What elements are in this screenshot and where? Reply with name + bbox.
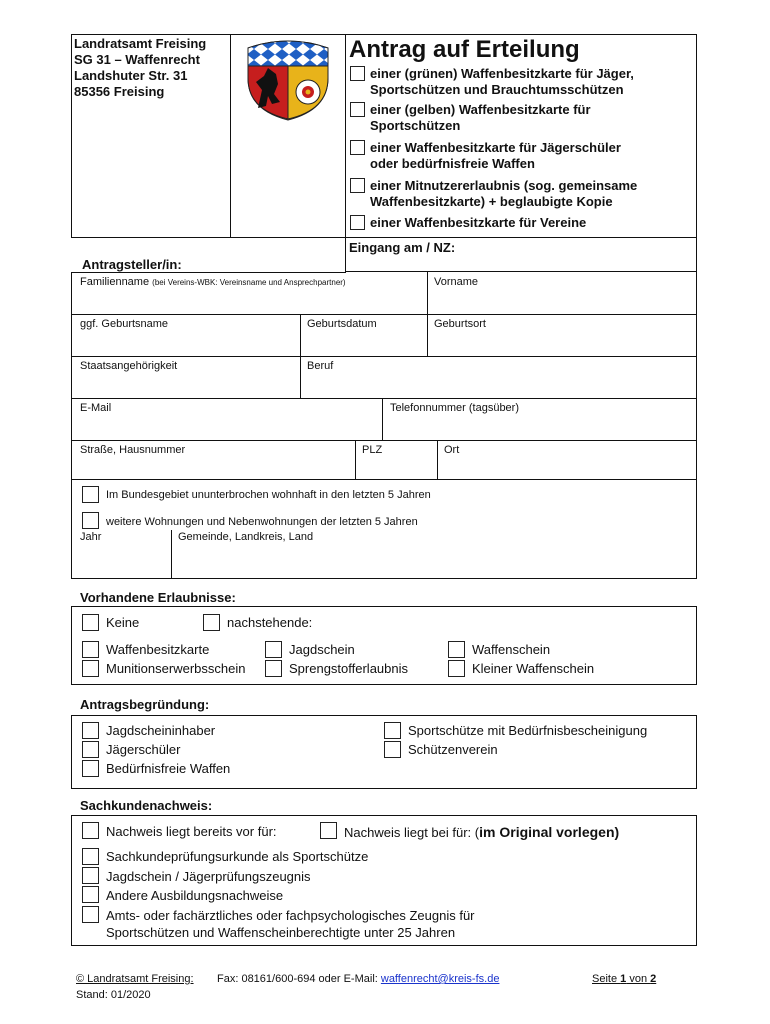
residence-further-label: weitere Wohnungen und Nebenwohnungen der letzten 5 Jahren (106, 516, 418, 528)
permit-keine-checkbox[interactable] (82, 614, 99, 631)
expertise-sachkundeurkunde-label: Sachkundeprüfungsurkunde als Sportschütze (106, 849, 369, 864)
reason-jaegerschueler-checkbox[interactable] (82, 741, 99, 758)
reason-beduerfnisfrei-label: Bedürfnisfreie Waffen (106, 761, 231, 776)
expertise-beigefuegt-label: Nachweis liegt bei für: (im Original vorlegen) (344, 824, 620, 840)
expertise-heading: Sachkundenachweis: (80, 798, 213, 813)
reason-sportschuetze-checkbox[interactable] (384, 722, 401, 739)
footer-copyright: © Landratsamt Freising: (76, 973, 194, 985)
vorname-field[interactable] (430, 292, 694, 312)
expertise-zeugnis-label: Amts- oder fachärztliches oder fachpsychologisches Zeugnis für Sportschützen und Waffenscheinberechtigte unter 25 Jahren (106, 908, 475, 940)
residence-column-line (171, 530, 172, 579)
eingang-box-right (696, 238, 697, 272)
footer-page-number: Seite 1 von 2 (592, 973, 657, 985)
permit-kleiner-waffenschein-checkbox[interactable] (448, 660, 465, 677)
permit-nachstehende-checkbox[interactable] (203, 614, 220, 631)
geburtsdatum-field[interactable] (303, 334, 425, 354)
permit-munitionserwerbsschein-label: Munitionserwerbsschein (106, 661, 246, 676)
type-label-vereine: einer Waffenbesitzkarte für Vereine (370, 215, 587, 230)
form-title: Antrag auf Erteilung (349, 36, 580, 63)
type-checkbox-mitnutzer[interactable] (350, 178, 365, 193)
col-line-plz (355, 440, 356, 480)
applicant-top-border (71, 272, 346, 273)
reason-schuetzenverein-label: Schützenverein (408, 742, 498, 757)
reason-heading: Antragsbegründung: (80, 697, 210, 712)
expertise-jagdschein-label: Jagdschein / Jägerprüfungszeugnis (106, 869, 311, 884)
familienname-note: (bei Vereins-WBK: Vereinsname und Ansprechpartner) (152, 278, 346, 287)
familienname-field[interactable] (74, 292, 424, 312)
reason-beduerfnisfrei-checkbox[interactable] (82, 760, 99, 777)
office-address (74, 36, 206, 100)
original-note: im Original vorlegen) (479, 824, 620, 840)
col-line-ort (437, 440, 438, 480)
type-label-mitnutzer: einer Mitnutzererlaubnis (sog. gemeinsame Waffenbesitzkarte) + beglaubigte Kopie (370, 178, 638, 209)
reason-jagdscheininhaber-label: Jagdscheininhaber (106, 723, 216, 738)
vorname-label: Vorname (434, 276, 479, 288)
geburtsort-label: Geburtsort (434, 318, 486, 330)
permit-sprengstofferlaubnis-label: Sprengstofferlaubnis (289, 661, 409, 676)
staatsangehoerigkeit-label: Staatsangehörigkeit (80, 360, 178, 372)
geburtsdatum-label: Geburtsdatum (307, 318, 377, 330)
permit-waffenschein-checkbox[interactable] (448, 641, 465, 658)
plz-field[interactable] (358, 460, 435, 478)
col-line-geburtsort (427, 314, 428, 356)
type-label-gelb: einer (gelben) Waffenbesitzkarte für Sportschützen (370, 102, 591, 133)
strasse-label: Straße, Hausnummer (80, 444, 186, 456)
strasse-field[interactable] (74, 460, 353, 478)
footer-email-link[interactable]: waffenrecht@kreis-fs.de (380, 973, 500, 985)
residence-further-checkbox[interactable] (82, 512, 99, 529)
expertise-jagdschein-checkbox[interactable] (82, 867, 99, 884)
permit-waffenbesitzkarte-checkbox[interactable] (82, 641, 99, 658)
geburtsort-field[interactable] (430, 334, 694, 354)
permit-waffenbesitzkarte-label: Waffenbesitzkarte (106, 642, 210, 657)
expertise-beigefuegt-checkbox[interactable] (320, 822, 337, 839)
ort-field[interactable] (440, 460, 694, 478)
email-label: E-Mail (80, 402, 112, 414)
expertise-andere-checkbox[interactable] (82, 886, 99, 903)
row-line-3 (71, 398, 697, 399)
coat-of-arms-logo (240, 38, 336, 122)
permit-nachstehende-label: nachstehende: (227, 615, 313, 630)
plz-label: PLZ (362, 444, 383, 456)
col-line-geburtsdatum (300, 314, 301, 398)
expertise-vorliegend-label: Nachweis liegt bereits vor für: (106, 824, 277, 839)
residence-uninterrupted-label: Im Bundesgebiet ununterbrochen wohnhaft in den letzten 5 Jahren (106, 489, 431, 501)
office-street: Landshuter Str. 31 (74, 68, 188, 83)
col-line-vorname (427, 272, 428, 314)
row-line-2 (71, 356, 697, 357)
eingang-field[interactable] (470, 242, 690, 268)
familienname-label: Familienname (bei Vereins-WBK: Vereinsname und Ansprechpartner) (80, 276, 346, 288)
ort-label: Ort (444, 444, 460, 456)
col-line-telefon (382, 398, 383, 440)
reason-sportschuetze-label: Sportschütze mit Bedürfnisbescheinigung (408, 723, 648, 738)
permit-sprengstofferlaubnis-checkbox[interactable] (265, 660, 282, 677)
office-name: Landratsamt Freising (74, 36, 207, 51)
office-city: 85356 Freising (74, 84, 165, 99)
staatsangehoerigkeit-field[interactable] (74, 376, 298, 396)
expertise-vorliegend-checkbox[interactable] (82, 822, 99, 839)
type-checkbox-vereine[interactable] (350, 215, 365, 230)
residence-jahr-label: Jahr (80, 531, 102, 543)
permit-jagdschein-checkbox[interactable] (265, 641, 282, 658)
residence-gemeinde-label: Gemeinde, Landkreis, Land (178, 531, 314, 543)
type-label-jaegerschueler: einer Waffenbesitzkarte für Jägerschüler oder bedürfnisfreie Waffen (370, 140, 621, 171)
telefon-field[interactable] (385, 418, 694, 438)
row-line-1 (71, 314, 697, 315)
header-divider-2 (345, 34, 346, 272)
beruf-label: Beruf (307, 360, 334, 372)
type-label-gruen: einer (grünen) Waffenbesitzkarte für Jäger, Sportschützen und Brauchtumsschützen (370, 66, 634, 97)
beruf-field[interactable] (303, 376, 694, 396)
expertise-andere-label: Andere Ausbildungsnachweise (106, 888, 284, 903)
type-checkbox-gelb[interactable] (350, 102, 365, 117)
footer-contact: Fax: 08161/600-694 oder E-Mail: waffenrecht@kreis-fs.de (217, 973, 500, 985)
permit-jagdschein-label: Jagdschein (289, 642, 355, 657)
header-divider-1 (230, 34, 231, 238)
row-line-4 (71, 440, 697, 441)
permit-keine-label: Keine (106, 615, 140, 630)
eingang-label: Eingang am / NZ: (349, 240, 456, 255)
reason-jaegerschueler-label: Jägerschüler (106, 742, 181, 757)
geburtsname-label: ggf. Geburtsname (80, 318, 169, 330)
telefon-label: Telefonnummer (tagsüber) (390, 402, 520, 414)
residence-uninterrupted-checkbox[interactable] (82, 486, 99, 503)
residence-gemeinde-field[interactable] (174, 546, 694, 576)
office-department: SG 31 – Waffenrecht (74, 52, 200, 67)
footer-stand: Stand: 01/2020 (76, 989, 151, 1001)
reason-schuetzenverein-checkbox[interactable] (384, 741, 401, 758)
applicant-heading: Antragsteller/in: (82, 257, 182, 272)
geburtsname-field[interactable] (74, 334, 298, 354)
reason-jagdscheininhaber-checkbox[interactable] (82, 722, 99, 739)
residence-jahr-field[interactable] (74, 546, 169, 576)
email-field[interactable] (74, 418, 380, 438)
permits-heading: Vorhandene Erlaubnisse: (80, 590, 236, 605)
permit-waffenschein-label: Waffenschein (472, 642, 551, 657)
expertise-sachkundeurkunde-checkbox[interactable] (82, 848, 99, 865)
type-checkbox-jaegerschueler[interactable] (350, 140, 365, 155)
permit-kleiner-waffenschein-label: Kleiner Waffenschein (472, 661, 595, 676)
type-checkbox-gruen[interactable] (350, 66, 365, 81)
permit-munitionserwerbsschein-checkbox[interactable] (82, 660, 99, 677)
expertise-zeugnis-checkbox[interactable] (82, 906, 99, 923)
eingang-box-left (345, 238, 346, 272)
